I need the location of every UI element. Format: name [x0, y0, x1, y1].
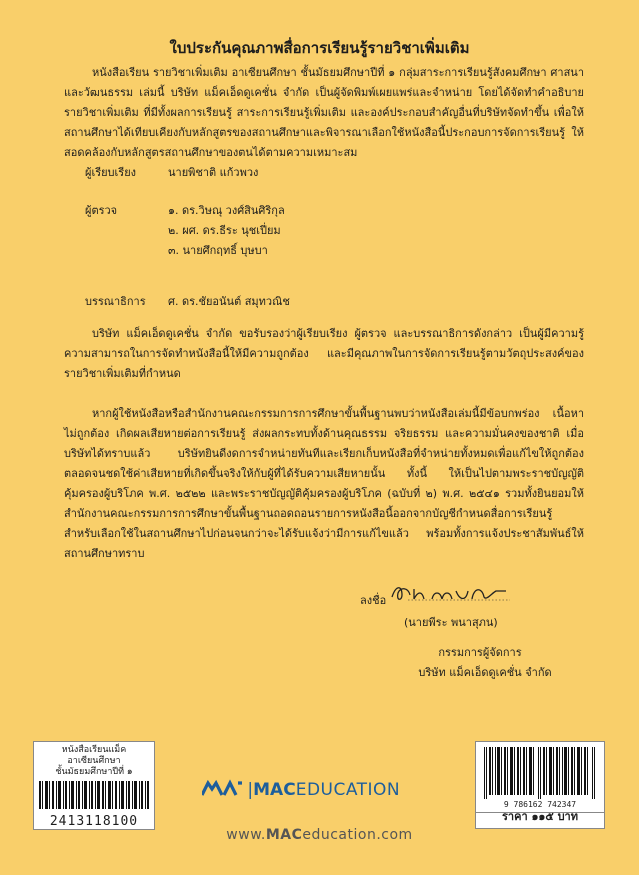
- guarantee-text: บริษัท แม็คเอ็ดดูเคชั่น จำกัด ขอรับรองว่าผู้เรียบเรียง ผู้ตรวจ และบรรณาธิการดังกล่าว เป็นผู้มีความรู้ความสามารถในการจัดทำหนังสือนี้ให้มีความถูกต้อง และมีคุณภาพในการจัดการเรียนรู้ตามวัตถุประสงค์ของรายวิชาเพิ่มเติมที่กำหนด: [64, 327, 584, 380]
- logo-education: EDUCATION: [295, 780, 401, 800]
- book-code-barcode: [39, 780, 149, 810]
- signer-position: กรรมการผู้จัดการ: [438, 646, 522, 659]
- liability-text: หากผู้ใช้หนังสือหรือสำนักงานคณะกรรมการการศึกษาขั้นพื้นฐานพบว่าหนังสือเล่มนี้มีข้อบกพร่อง เนื้อหาไม่ถูกต้อง เกิดผลเสียหายต่อการเรียนรู้ ส่งผลกระทบทั้งด้านคุณธรรม จริยธรรม และความมั่นคงของชาติ เมื่อบริษัทได้ทราบแล้ว บริษัทยินดีงดการจำหน่ายทันทีและเรียกเก็บหนังสือที่จำหน่ายทั้งหมดเพื่อแก้ไขให้ถูกต้อง ตลอดจนชดใช้ค่าเสียหายที่เกิดขึ้นจริงให้กับผู้ที่ได้รับความเสียหายนั้น ทั้งนี้ ให้เป็นไปตามพระราชบัญญัติคุ้มครองผู้บริโภค พ.ศ. ๒๕๒๒ และพระราชบัญญัติคุ้มครองผู้บริโภค (ฉบับที่ ๒) พ.ศ. ๒๕๔๑ รวมทั้งยินยอมให้สำนักงานคณะกรรมการการศึกษาขั้นพื้นฐานถอดถอนรายการหนังสือนี้ออกจากบัญชีกำหนดสื่อการเรียนรู้สำหรับเลือกใช้ในสถานศึกษาไปก่อนจนกว่าจะได้รับแจ้งว่ามีการแก้ไขแล้ว พร้อมทั้งการแจ้งประชาสัมพันธ์ให้สถานศึกษาทราบ: [64, 407, 584, 560]
- book-label-line: หนังสือเรียนแม็ค: [61, 745, 127, 755]
- reviewer-item: ๑. ดร.วิษณุ วงศ์สินศิริกุล: [168, 204, 285, 217]
- signer-company: บริษัท แม็คเอ็ดดูเคชั่น จำกัด: [418, 666, 552, 679]
- book-label-text: [34, 745, 154, 778]
- signature-label: ลงชื่อ: [360, 594, 387, 607]
- reviewer-label: ผู้ตรวจ: [85, 204, 118, 217]
- website-bold: MAC: [265, 827, 303, 843]
- isbn-number: 9 786162 742347: [503, 800, 577, 809]
- page-title: ใบประกันคุณภาพสื่อการเรียนรู้รายวิชาเพิ่มเติม: [169, 39, 470, 57]
- book-code: 2413118100: [49, 814, 139, 829]
- signer-name: (นายพีระ พนาสุภน): [404, 616, 498, 629]
- intro-paragraph: [64, 63, 584, 163]
- signature-image: [388, 579, 518, 607]
- intro-text: หนังสือเรียน รายวิชาเพิ่มเติม อาเซียนศึกษา ชั้นมัธยมศึกษาปีที่ ๑ กลุ่มสาระการเรียนรู้สังคมศึกษา ศาสนาและวัฒนธรรม เล่มนี้ บริษัท แม็คเอ็ดดูเคชั่น จำกัด เป็นผู้จัดพิมพ์เผยแพร่และจำหน่าย โดยได้จัดทำคำอธิบายรายวิชาเพิ่มเติม ที่มีทั้งผลการเรียนรู้ สาระการเรียนรู้เพิ่มเติม และองค์ประกอบสำคัญอื่นที่บริษัทจัดทำขึ้น เพื่อให้สถานศึกษาได้เทียบเคียงกับหลักสูตรของสถานศึกษาและพิจารณาเลือกใช้หนังสือนี้ประกอบการจัดการเรียนรู้ ให้สอดคล้องกับหลักสูตรสถานศึกษาของตนได้ตามความเหมาะสม: [64, 66, 584, 159]
- website-url: [0, 827, 639, 843]
- website-suffix: education.com: [302, 827, 413, 843]
- website-prefix: www.: [226, 827, 266, 843]
- liability-paragraph: [64, 404, 584, 564]
- price-label: ราคา ๑๑๕ บาท: [502, 810, 578, 823]
- isbn-barcode: [484, 747, 596, 799]
- isbn-barcode-box: [475, 741, 605, 829]
- reviewer-item: ๓. นายศึกฤทธิ์ บุษบา: [168, 244, 268, 257]
- book-label-line: ชั้นมัธยมศึกษาปีที่ ๑: [55, 767, 133, 777]
- editor-label: บรรณาธิการ: [85, 295, 146, 308]
- editor-name: ศ. ดร.ชัยอนันต์ สมุทวณิช: [168, 295, 290, 308]
- guarantee-paragraph: [64, 324, 584, 384]
- author-name: นายพิชาติ แก้วพวง: [168, 166, 259, 179]
- logo-mac: MAC: [253, 780, 296, 800]
- book-label-box: [33, 741, 155, 830]
- mac-logo-icon: [202, 779, 242, 797]
- mac-education-logo: [202, 779, 442, 801]
- reviewer-item: ๒. ผศ. ดร.ธีระ นุชเปี่ยม: [168, 224, 281, 237]
- logo-separator: |: [247, 780, 254, 800]
- author-label: ผู้เรียบเรียง: [85, 166, 137, 179]
- book-label-line: อาเซียนศึกษา: [67, 756, 121, 766]
